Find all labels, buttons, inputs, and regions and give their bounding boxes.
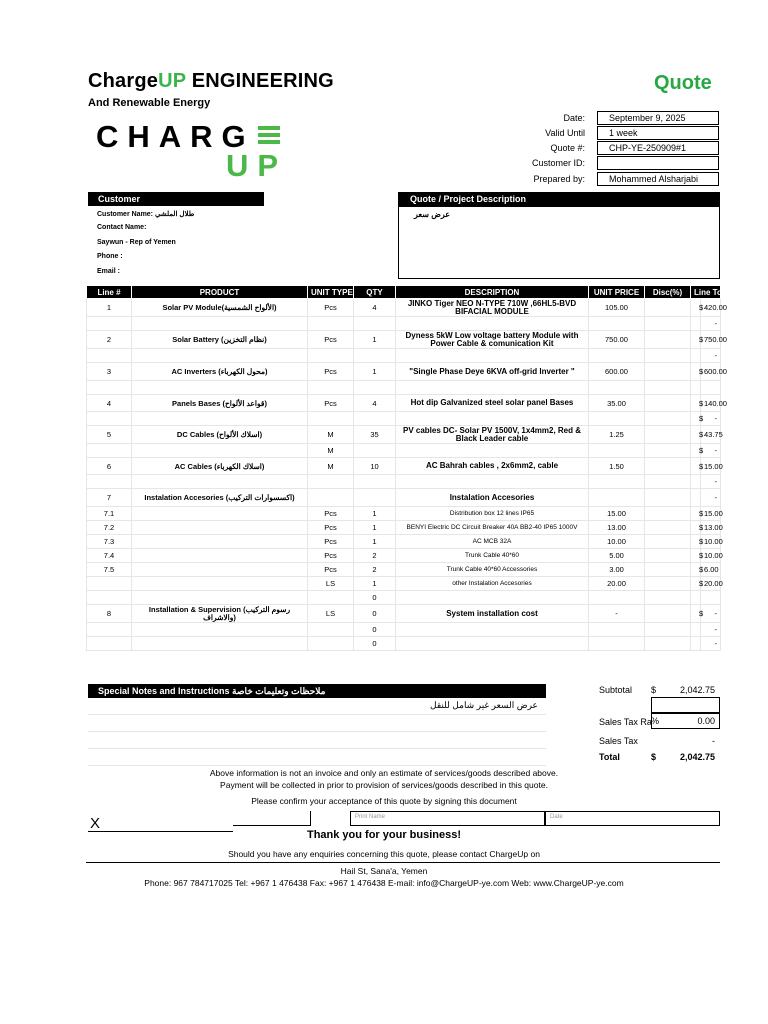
- cell-qty: [354, 412, 396, 426]
- cell-disc: [645, 489, 691, 507]
- subtotal-currency: $: [651, 685, 657, 695]
- cell-line-total: 750.00: [701, 331, 721, 349]
- cell-currency: $: [691, 507, 701, 521]
- confirm-text: Please confirm your acceptance of this quote by signing this document: [251, 796, 517, 806]
- cell-description: Dyness 5kW Low voltage battery Module with Power Cable & comunication Kit: [396, 331, 589, 349]
- table-row[interactable]: [87, 475, 721, 489]
- cell-product: [132, 475, 308, 489]
- sales-tax-label: Sales Tax: [599, 736, 638, 746]
- cell-line-total: 600.00: [701, 363, 721, 381]
- cell-disc: [645, 591, 691, 605]
- cell-description: [396, 317, 589, 331]
- cell-currency: $: [691, 426, 701, 444]
- cell-currency: [691, 475, 701, 489]
- cell-line: 4: [87, 395, 132, 412]
- company-name: [88, 70, 334, 93]
- total-currency: $: [651, 752, 657, 762]
- cell-description: Trunk Cable 40*60: [396, 549, 589, 563]
- cell-line: 5: [87, 426, 132, 444]
- cell-unit: [308, 489, 354, 507]
- cell-description: [396, 591, 589, 605]
- cell-disc: [645, 426, 691, 444]
- cell-currency: $: [691, 363, 701, 381]
- cell-disc: [645, 331, 691, 349]
- cell-currency: [691, 489, 701, 507]
- col-line: Line #: [87, 286, 132, 299]
- customer-address: Saywun - Rep of Yemen: [97, 239, 176, 246]
- cell-disc: [645, 444, 691, 458]
- cell-line-total: -: [701, 349, 721, 363]
- cell-disc: [645, 577, 691, 591]
- cell-unit: [308, 475, 354, 489]
- cell-qty: 2: [354, 549, 396, 563]
- cell-qty: [354, 444, 396, 458]
- table-row[interactable]: [87, 444, 721, 458]
- cell-line-total: 10.00: [701, 535, 721, 549]
- cell-product: [132, 412, 308, 426]
- table-row[interactable]: [87, 299, 721, 317]
- cell-currency: $: [691, 549, 701, 563]
- table-row[interactable]: [87, 549, 721, 563]
- cell-product: AC Inverters (محول الكهرباء): [132, 363, 308, 381]
- cell-currency: $: [691, 521, 701, 535]
- cell-qty: 10: [354, 458, 396, 475]
- enquiries-text: Should you have any enquiries concerning this quote, please contact ChargeUp on: [228, 849, 540, 859]
- cell-currency: [691, 637, 701, 651]
- cell-qty: [354, 381, 396, 395]
- cell-unit-price: 1.50: [589, 458, 645, 475]
- tax-rate-value: 0.00: [697, 716, 715, 726]
- cell-qty: 1: [354, 535, 396, 549]
- cell-product: [132, 577, 308, 591]
- table-row[interactable]: [87, 577, 721, 591]
- cell-disc: [645, 412, 691, 426]
- cell-currency: $: [691, 458, 701, 475]
- cell-qty: 1: [354, 331, 396, 349]
- cell-unit-price: [589, 412, 645, 426]
- table-row[interactable]: [87, 489, 721, 507]
- cell-unit-price: [589, 444, 645, 458]
- cell-line-total: -: [701, 489, 721, 507]
- cell-disc: [645, 299, 691, 317]
- cell-description: Instalation Accesories: [396, 489, 589, 507]
- cell-description: Trunk Cable 40*60 Accessories: [396, 563, 589, 577]
- signature-x: X: [90, 815, 101, 832]
- cell-description: Hot dip Galvanized steel solar panel Bases: [396, 395, 589, 412]
- cell-line-total: 15.00: [701, 458, 721, 475]
- cell-line: 6: [87, 458, 132, 475]
- cell-description: AC Bahrah cables , 2x6mm2, cable: [396, 458, 589, 475]
- logo-up-text: UP: [226, 148, 288, 183]
- col-product: PRODUCT: [132, 286, 308, 299]
- cell-qty: 1: [354, 507, 396, 521]
- cell-description: [396, 412, 589, 426]
- cell-unit-price: [589, 623, 645, 637]
- table-row[interactable]: [87, 535, 721, 549]
- sales-tax-value: -: [712, 736, 715, 746]
- cell-unit-price: 35.00: [589, 395, 645, 412]
- cell-qty: 0: [354, 605, 396, 623]
- cell-description: PV cables DC- Solar PV 1500V, 1x4mm2, Red & Black Leader cable: [396, 426, 589, 444]
- subtotal-value: 2,042.75: [679, 685, 715, 695]
- cell-line-total: -: [701, 605, 721, 623]
- cell-currency: $: [691, 444, 701, 458]
- cell-currency: [691, 349, 701, 363]
- cell-disc: [645, 605, 691, 623]
- cell-unit: [308, 381, 354, 395]
- cell-unit: [308, 623, 354, 637]
- cell-currency: $: [691, 395, 701, 412]
- cell-description: [396, 637, 589, 651]
- cell-product: [132, 535, 308, 549]
- thank-you-text: Thank you for your business!: [306, 829, 462, 841]
- meta-valid-field[interactable]: 1 week: [597, 126, 719, 140]
- cell-disc: [645, 317, 691, 331]
- cell-line-total: 10.00: [701, 549, 721, 563]
- cell-line-total: 420.00: [701, 299, 721, 317]
- cell-unit-price: 5.00: [589, 549, 645, 563]
- cell-line-total: 43.75: [701, 426, 721, 444]
- cell-line: [87, 623, 132, 637]
- cell-line-total: -: [701, 623, 721, 637]
- col-unit-type: UNIT TYPE: [308, 286, 354, 299]
- cell-unit: [308, 412, 354, 426]
- table-row[interactable]: [87, 637, 721, 651]
- cell-qty: 2: [354, 563, 396, 577]
- table-row[interactable]: [87, 605, 721, 623]
- company-name-up: UP: [158, 70, 186, 92]
- cell-description: BENYI Electric DC Circuit Breaker 40A BB2-40 IP65 1000V: [396, 521, 589, 535]
- cell-qty: 4: [354, 299, 396, 317]
- cell-unit: M: [308, 458, 354, 475]
- cell-currency: [691, 591, 701, 605]
- cell-unit-price: 1.25: [589, 426, 645, 444]
- cell-unit-price: [589, 475, 645, 489]
- cell-line-total: 13.00: [701, 521, 721, 535]
- cell-line: 7.5: [87, 563, 132, 577]
- cell-currency: $: [691, 605, 701, 623]
- cell-line-total: -: [701, 444, 721, 458]
- cell-qty: [354, 317, 396, 331]
- customer-email: Email :: [97, 268, 120, 275]
- cell-line-total: [701, 591, 721, 605]
- cell-product: [132, 521, 308, 535]
- cell-unit-price: [589, 489, 645, 507]
- col-description: DESCRIPTION: [396, 286, 589, 299]
- cell-description: other Instalation Accesories: [396, 577, 589, 591]
- table-row[interactable]: [87, 349, 721, 363]
- cell-disc: [645, 637, 691, 651]
- cell-unit: LS: [308, 605, 354, 623]
- cell-unit: LS: [308, 577, 354, 591]
- items-table: [86, 285, 732, 651]
- cell-line-total: -: [701, 637, 721, 651]
- cell-qty: 1: [354, 577, 396, 591]
- table-row[interactable]: [87, 591, 721, 605]
- cell-unit-price: 3.00: [589, 563, 645, 577]
- cell-product: [132, 507, 308, 521]
- cell-unit-price: [589, 317, 645, 331]
- cell-unit-price: [589, 381, 645, 395]
- cell-description: JINKO Tiger NEO N-TYPE 710W ,66HL5-BVD BIFACIAL MODULE: [396, 299, 589, 317]
- cell-product: [132, 549, 308, 563]
- cell-unit-price: -: [589, 605, 645, 623]
- cell-unit-price: 750.00: [589, 331, 645, 349]
- cell-description: "Single Phase Deye 6KVA off-grid Inverter ": [396, 363, 589, 381]
- cell-disc: [645, 549, 691, 563]
- cell-disc: [645, 475, 691, 489]
- cell-line: [87, 637, 132, 651]
- cell-line: 1: [87, 299, 132, 317]
- cell-line-total: 15.00: [701, 507, 721, 521]
- quote-title: Quote: [654, 72, 712, 94]
- col-disc: Disc(%): [645, 286, 691, 299]
- cell-line-total: 20.00: [701, 577, 721, 591]
- cell-unit-price: 105.00: [589, 299, 645, 317]
- cell-description: [396, 349, 589, 363]
- cell-description: System installation cost: [396, 605, 589, 623]
- cell-currency: $: [691, 331, 701, 349]
- meta-date-label: Date:: [563, 113, 585, 123]
- cell-unit-price: 10.00: [589, 535, 645, 549]
- table-row[interactable]: [87, 317, 721, 331]
- table-row[interactable]: [87, 507, 721, 521]
- cell-unit: Pcs: [308, 395, 354, 412]
- notes-header: Special Notes and Instructions ملاحظات وتعليمات خاصة: [88, 684, 546, 698]
- cell-product: Solar Battery (نظام التخزين): [132, 331, 308, 349]
- cell-product: [132, 563, 308, 577]
- cell-line-total: -: [701, 475, 721, 489]
- table-row[interactable]: [87, 412, 721, 426]
- cell-qty: 1: [354, 521, 396, 535]
- cell-unit: Pcs: [308, 549, 354, 563]
- company-contact: Phone: 967 784717025 Tel: +967 1 476438 Fax: +967 1 476438 E-mail: info@ChargeUP-ye.com Web: www.ChargeUP-ye.com: [144, 878, 624, 888]
- meta-quote-field[interactable]: CHP-YE-250909#1: [597, 141, 719, 155]
- cell-product: DC Cables (اسلاك الألواح): [132, 426, 308, 444]
- cell-qty: [354, 489, 396, 507]
- cell-unit-price: [589, 349, 645, 363]
- meta-date-field[interactable]: September 9, 2025: [597, 111, 719, 125]
- cell-disc: [645, 363, 691, 381]
- cell-unit-price: [589, 591, 645, 605]
- cell-qty: [354, 349, 396, 363]
- table-row[interactable]: [87, 521, 721, 535]
- cell-qty: 1: [354, 363, 396, 381]
- cell-line: [87, 381, 132, 395]
- cell-line: 8: [87, 605, 132, 623]
- table-row[interactable]: [87, 395, 721, 412]
- cell-unit: Pcs: [308, 563, 354, 577]
- footer-divider: [86, 862, 720, 863]
- company-name-rest: ENGINEERING: [185, 70, 334, 92]
- cell-line: [87, 349, 132, 363]
- cell-currency: [691, 381, 701, 395]
- cell-description: [396, 381, 589, 395]
- cell-line: [87, 577, 132, 591]
- cell-qty: 0: [354, 591, 396, 605]
- cell-currency: [691, 623, 701, 637]
- cell-unit: Pcs: [308, 521, 354, 535]
- cell-unit-price: 13.00: [589, 521, 645, 535]
- cell-description: [396, 475, 589, 489]
- cell-line-total: -: [701, 412, 721, 426]
- meta-quote-label: Quote #:: [550, 143, 585, 153]
- cell-disc: [645, 395, 691, 412]
- cell-product: [132, 637, 308, 651]
- cell-product: Instalation Accesories (اكسسوارات التركيب): [132, 489, 308, 507]
- col-unit-price: UNIT PRICE: [589, 286, 645, 299]
- disclaimer-line-2: Payment will be collected in prior to provision of services/goods described in this quote.: [220, 780, 548, 790]
- cell-qty: 0: [354, 623, 396, 637]
- cell-line: 7.1: [87, 507, 132, 521]
- cell-product: [132, 591, 308, 605]
- cell-line: [87, 444, 132, 458]
- customer-name: Customer Name: طلال الملشي: [97, 211, 195, 218]
- cell-line-total: 6.00: [701, 563, 721, 577]
- table-row[interactable]: [87, 363, 721, 381]
- table-row[interactable]: [87, 458, 721, 475]
- total-value: 2,042.75: [679, 752, 715, 762]
- logo-e-bars-icon: [258, 126, 280, 148]
- cell-product: AC Cables (اسلاك الكهرباء): [132, 458, 308, 475]
- cell-unit: [308, 591, 354, 605]
- cell-qty: [354, 475, 396, 489]
- table-row[interactable]: [87, 381, 721, 395]
- cell-unit: Pcs: [308, 299, 354, 317]
- cell-disc: [645, 381, 691, 395]
- cell-description: AC MCB 32A: [396, 535, 589, 549]
- contact-name: Contact Name:: [97, 224, 147, 231]
- meta-prepared-field[interactable]: Mohammed Alsharjabi: [597, 172, 719, 186]
- cell-currency: $: [691, 535, 701, 549]
- cell-qty: 35: [354, 426, 396, 444]
- meta-valid-label: Valid Until: [545, 128, 585, 138]
- cell-currency: $: [691, 577, 701, 591]
- logo-charge-text: CHARG: [96, 119, 255, 154]
- cell-product: [132, 623, 308, 637]
- cell-line: [87, 412, 132, 426]
- cell-disc: [645, 535, 691, 549]
- cell-disc: [645, 507, 691, 521]
- cell-line: [87, 475, 132, 489]
- meta-customer-id-label: Customer ID:: [531, 158, 585, 168]
- cell-line-total: 140.00: [701, 395, 721, 412]
- cell-unit: Pcs: [308, 363, 354, 381]
- cell-unit-price: [589, 637, 645, 651]
- col-line-total: Line Total: [691, 286, 721, 299]
- cell-product: Panels Bases (قواعد الألواح): [132, 395, 308, 412]
- cell-disc: [645, 349, 691, 363]
- table-row[interactable]: [87, 426, 721, 444]
- disclaimer-line-1: Above information is not an invoice and only an estimate of services/goods described above.: [209, 768, 559, 778]
- company-tagline: And Renewable Energy: [88, 97, 211, 109]
- cell-unit: Pcs: [308, 331, 354, 349]
- print-name-field[interactable]: Print Name: [350, 811, 545, 826]
- cell-unit: [308, 317, 354, 331]
- col-qty: QTY: [354, 286, 396, 299]
- cell-unit-price: 600.00: [589, 363, 645, 381]
- cell-unit: [308, 349, 354, 363]
- cell-line-total: [701, 381, 721, 395]
- cell-line: 3: [87, 363, 132, 381]
- cell-disc: [645, 563, 691, 577]
- cell-unit-price: 20.00: [589, 577, 645, 591]
- tax-rate-label: Sales Tax Ra: [599, 717, 652, 727]
- cell-unit: M: [308, 444, 354, 458]
- meta-prepared-label: Prepared by:: [533, 174, 585, 184]
- cell-disc: [645, 458, 691, 475]
- total-label: Total: [599, 752, 620, 762]
- cell-qty: 4: [354, 395, 396, 412]
- cell-unit: Pcs: [308, 535, 354, 549]
- cell-line: 7.3: [87, 535, 132, 549]
- project-description-text: عرض سعر: [414, 210, 451, 219]
- cell-unit: [308, 637, 354, 651]
- cell-line: 7: [87, 489, 132, 507]
- cell-product: [132, 381, 308, 395]
- cell-currency: $: [691, 563, 701, 577]
- subtotal-box: [651, 697, 720, 713]
- signature-box[interactable]: [233, 811, 311, 826]
- project-header: Quote / Project Description: [398, 192, 720, 206]
- meta-customer-id-field[interactable]: [597, 156, 719, 170]
- cell-unit: M: [308, 426, 354, 444]
- cell-disc: [645, 521, 691, 535]
- cell-description: [396, 623, 589, 637]
- cell-line-total: -: [701, 317, 721, 331]
- customer-header: Customer: [88, 192, 264, 206]
- company-name-prefix: Charge: [88, 70, 159, 92]
- cell-unit-price: 15.00: [589, 507, 645, 521]
- cell-line: 2: [87, 331, 132, 349]
- cell-product: [132, 349, 308, 363]
- table-row[interactable]: [87, 623, 721, 637]
- cell-currency: $: [691, 412, 701, 426]
- notes-text: عرض السعر غير شامل للنقل: [430, 700, 538, 710]
- cell-product: Solar PV Module(الألواح الشمسية): [132, 299, 308, 317]
- cell-currency: [691, 317, 701, 331]
- table-header-row: [87, 286, 721, 299]
- cell-product: Installation & Supervision (رسوم التركيب والاشراف): [132, 605, 308, 623]
- tax-rate-percent: %: [651, 716, 660, 726]
- subtotal-label: Subtotal: [599, 685, 633, 695]
- cell-product: [132, 317, 308, 331]
- company-address: Hail St, Sana'a, Yemen: [340, 866, 428, 876]
- cell-description: [396, 444, 589, 458]
- cell-line: 7.2: [87, 521, 132, 535]
- cell-line: [87, 591, 132, 605]
- date-field[interactable]: Date: [545, 811, 720, 826]
- cell-product: [132, 444, 308, 458]
- cell-currency: $: [691, 299, 701, 317]
- customer-phone: Phone :: [97, 253, 123, 260]
- cell-line: 7.4: [87, 549, 132, 563]
- cell-line: [87, 317, 132, 331]
- cell-unit: Pcs: [308, 507, 354, 521]
- table-row[interactable]: [87, 331, 721, 349]
- cell-disc: [645, 623, 691, 637]
- table-row[interactable]: [87, 563, 721, 577]
- cell-description: Distribution box 12 lines IP65: [396, 507, 589, 521]
- cell-qty: 0: [354, 637, 396, 651]
